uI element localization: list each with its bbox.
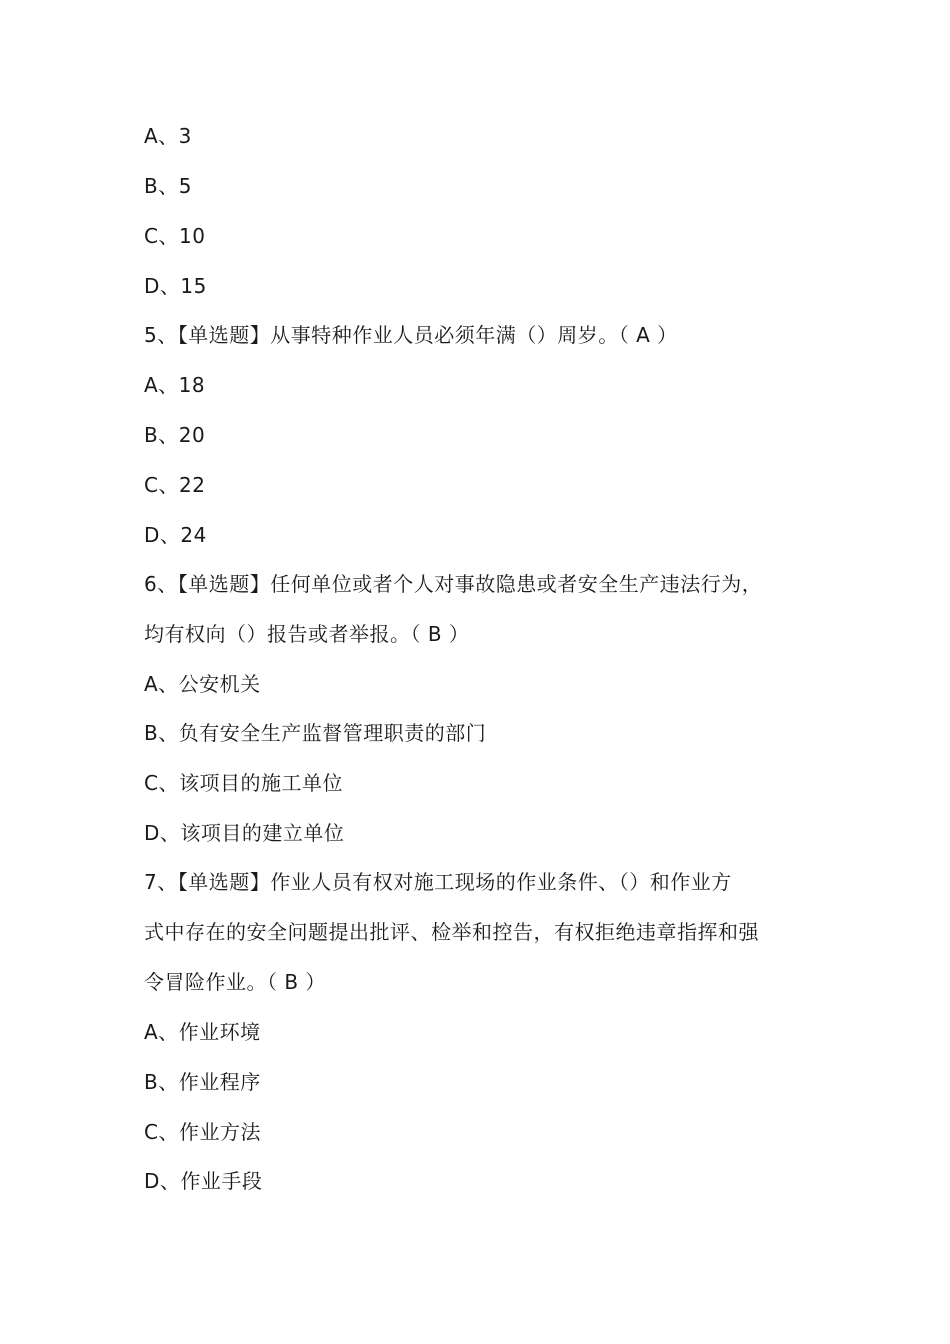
q7-option-a: A、作业环境 [144,1020,261,1044]
q7-question-line1: 7、【单选题】作业人员有权对施工现场的作业条件、（）和作业方 [144,870,732,894]
q5-question: 5、【单选题】从事特种作业人员必须年满（）周岁。（ A ） [144,323,678,347]
q4-option-b: B、5 [144,174,192,198]
q6-option-a: A、公安机关 [144,672,261,696]
q6-question-line2: 均有权向（）报告或者举报。（ B ） [144,622,470,646]
q5-option-c: C、22 [144,473,206,497]
q6-option-d: D、该项目的建立单位 [144,821,345,845]
q6-question-line1: 6、【单选题】任何单位或者个人对事故隐患或者安全生产违法行为， [144,572,763,596]
q5-option-d: D、24 [144,523,207,547]
q7-question-line3: 令冒险作业。（ B ） [144,970,326,994]
q5-option-a: A、18 [144,373,206,397]
q5-option-b: B、20 [144,423,206,447]
q6-option-b: B、负有安全生产监督管理职责的部门 [144,721,487,745]
q4-option-d: D、15 [144,274,207,298]
q7-question-line2: 式中存在的安全问题提出批评、检举和控告，有权拒绝违章指挥和强 [144,920,759,944]
q4-option-a: A、3 [144,124,192,148]
q7-option-b: B、作业程序 [144,1070,261,1094]
q7-option-c: C、作业方法 [144,1120,261,1144]
q6-option-c: C、该项目的施工单位 [144,771,343,795]
q7-option-d: D、作业手段 [144,1169,263,1193]
q4-option-c: C、10 [144,224,206,248]
